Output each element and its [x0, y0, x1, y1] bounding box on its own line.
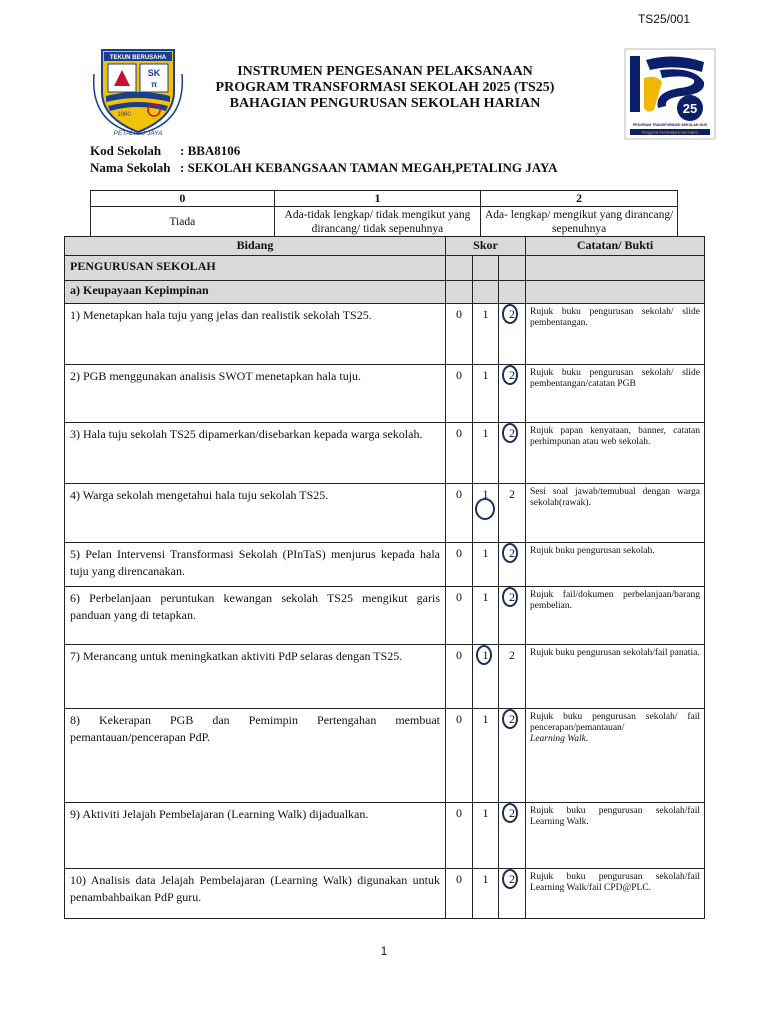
title-line: PROGRAM TRANSFORMASI SEKOLAH 2025 (TS25): [215, 80, 555, 95]
table-row: [65, 645, 705, 709]
evidence-note: [526, 484, 705, 543]
score-value: 1: [482, 426, 489, 440]
evidence-note: [526, 423, 705, 484]
score-option[interactable]: [446, 803, 473, 869]
score-circle-mark: [502, 365, 518, 385]
score-option[interactable]: [473, 587, 499, 645]
criterion-text: 9) Aktiviti Jelajah Pembelajaran (Learning Walk) dijadualkan.: [65, 803, 446, 869]
score-option[interactable]: [499, 645, 526, 709]
evidence-note: [526, 365, 705, 423]
score-option[interactable]: [446, 645, 473, 709]
score-value: 1: [482, 806, 489, 820]
criterion-text: 6) Perbelanjaan peruntukan kewangan sekolah TS25 mengikut garis panduan yang di tetapkan.: [65, 587, 446, 645]
score-value: 0: [456, 487, 462, 501]
evidence-note: [526, 587, 705, 645]
score-option[interactable]: [499, 423, 526, 484]
score-value: 2: [509, 872, 516, 886]
score-option[interactable]: [446, 484, 473, 543]
score-value: 1: [482, 307, 489, 321]
score-value: 2: [509, 368, 516, 382]
page-number: 1: [380, 944, 388, 958]
header-bidang: Bidang: [65, 237, 446, 256]
evidence-text: Rujuk buku pengurusan sekolah/ slide pembentangan.: [530, 307, 701, 328]
score-option[interactable]: [446, 587, 473, 645]
score-circle-mark: [502, 803, 518, 823]
score-option[interactable]: [473, 423, 499, 484]
table-row: [65, 365, 705, 423]
document-code: TS25/001: [637, 12, 690, 26]
section-title: PENGURUSAN SEKOLAH: [65, 256, 446, 281]
evidence-text: Sesi soal jawab/temubual dengan warga sekolah(rawak).: [530, 487, 701, 508]
school-name-label: Nama Sekolah: [90, 160, 171, 175]
table-row: [65, 543, 705, 587]
subsection-row: [65, 281, 705, 304]
score-option[interactable]: [499, 543, 526, 587]
title-line: BAHAGIAN PENGURUSAN SEKOLAH HARIAN: [229, 96, 541, 111]
legend-description: Ada- lengkap/ mengikut yang dirancang/ sepenuhnya: [481, 207, 678, 238]
score-option[interactable]: [473, 365, 499, 423]
evidence-text: Rujuk fail/dokumen perbelanjaan/barang pembelian.: [530, 590, 701, 611]
table-row: [65, 304, 705, 365]
score-option[interactable]: [446, 543, 473, 587]
table-header: [65, 237, 705, 256]
score-value: 2: [509, 546, 516, 560]
svg-text:π: π: [150, 80, 158, 89]
criterion-text: 10) Analisis data Jelajah Pembelajaran (Learning Walk) digunakan untuk penambahbaikan PdP guru.: [65, 869, 446, 919]
score-value: 0: [456, 307, 462, 321]
legend-score: 1: [274, 191, 481, 207]
score-legend: [90, 190, 678, 238]
criterion-text: 8) Kekerapan PGB dan Pemimpin Pertengahan membuat pemantauan/pencerapan PdP.: [65, 709, 446, 803]
score-value: 0: [456, 590, 462, 604]
score-option[interactable]: [473, 543, 499, 587]
evidence-note: [526, 869, 705, 919]
evidence-note: [526, 543, 705, 587]
header-catatan: Catatan/ Bukti: [526, 237, 705, 256]
svg-text:1960: 1960: [117, 112, 131, 118]
score-option[interactable]: [473, 304, 499, 365]
table-row: [65, 709, 705, 803]
score-value: 0: [456, 368, 462, 382]
title-line: INSTRUMEN PENGESANAN PELAKSANAAN: [237, 64, 533, 79]
score-circle-mark: [502, 709, 518, 729]
svg-text:SK: SK: [147, 68, 161, 78]
score-value: 1: [482, 590, 489, 604]
criterion-text: 5) Pelan Intervensi Transformasi Sekolah (PInTaS) menjurus kepada hala tuju yang direncanakan.: [65, 543, 446, 587]
school-code-label: Kod Sekolah: [90, 143, 162, 158]
criterion-text: 1) Menetapkan hala tuju yang jelas dan realistik sekolah TS25.: [65, 304, 446, 365]
evidence-text: Rujuk buku pengurusan sekolah/ fail pencerapan/pemantauan/: [530, 712, 701, 733]
score-value: 2: [509, 487, 516, 501]
score-circle-mark: [502, 869, 518, 889]
evidence-emphasis: Learning Walk.: [530, 734, 589, 744]
score-value: 0: [456, 546, 462, 560]
criterion-text: 7) Merancang untuk meningkatkan aktiviti PdP selaras dengan TS25.: [65, 645, 446, 709]
score-value: 1: [482, 487, 489, 501]
score-option[interactable]: [473, 869, 499, 919]
evidence-note: [526, 304, 705, 365]
score-circle-mark: [475, 498, 495, 520]
table-row: [65, 587, 705, 645]
score-option[interactable]: [499, 365, 526, 423]
score-option[interactable]: [499, 709, 526, 803]
score-value: 0: [456, 426, 462, 440]
score-circle-mark: [502, 304, 518, 324]
evidence-text: Rujuk buku pengurusan sekolah/fail Learning Walk.: [530, 806, 701, 827]
assessment-table: [64, 236, 705, 919]
score-circle-mark: [502, 423, 518, 443]
legend-score: 0: [91, 191, 275, 207]
score-value: 1: [482, 872, 489, 886]
score-option[interactable]: [446, 365, 473, 423]
score-option[interactable]: [499, 587, 526, 645]
school-code-row: [90, 143, 240, 159]
score-value: 0: [456, 712, 462, 726]
table-row: [65, 484, 705, 543]
section-row: [65, 256, 705, 281]
school-name-row: [90, 160, 558, 176]
svg-text:TEKUN BERUSAHA: TEKUN BERUSAHA: [109, 55, 167, 61]
score-option[interactable]: [446, 423, 473, 484]
svg-text:Penggerak Pembelajaran Bermakn: Penggerak Pembelajaran Bermakna: [641, 130, 699, 135]
school-name-value: : SEKOLAH KEBANGSAAN TAMAN MEGAH,PETALING JAYA: [180, 160, 558, 175]
evidence-note: [526, 645, 705, 709]
score-value: 1: [482, 368, 489, 382]
evidence-note: [526, 803, 705, 869]
score-value: 1: [482, 546, 489, 560]
score-circle-mark: [502, 543, 518, 563]
score-value: 1: [482, 712, 489, 726]
subsection-title: a) Keupayaan Kepimpinan: [65, 281, 446, 304]
score-option[interactable]: [473, 803, 499, 869]
table-row: [65, 423, 705, 484]
evidence-text: Rujuk buku pengurusan sekolah/fail Learning Walk/fail CPD@PLC.: [530, 872, 701, 893]
score-value: 0: [456, 806, 462, 820]
score-option[interactable]: [499, 484, 526, 543]
score-value: 2: [509, 307, 516, 321]
legend-description: Ada-tidak lengkap/ tidak mengikut yang dirancang/ tidak sepenuhnya: [274, 207, 481, 238]
evidence-text: Rujuk buku pengurusan sekolah/fail panatia.: [530, 648, 700, 658]
score-option[interactable]: [499, 304, 526, 365]
ts25-logo: [624, 48, 716, 140]
score-value: 2: [509, 648, 516, 662]
criterion-text: 3) Hala tuju sekolah TS25 dipamerkan/disebarkan kepada warga sekolah.: [65, 423, 446, 484]
svg-text:PROGRAM TRANSFORMASI SEKOLAH 2: PROGRAM TRANSFORMASI SEKOLAH 2025: [632, 123, 708, 127]
evidence-text: Rujuk papan kenyataan, banner, catatan perhimpunan atau web sekolah.: [530, 426, 701, 447]
score-value: 0: [456, 872, 462, 886]
svg-text:PETALING JAYA: PETALING JAYA: [113, 130, 163, 136]
school-code-value: : BBA8106: [180, 143, 241, 158]
evidence-text: Rujuk buku pengurusan sekolah/ slide pembentangan/catatan PGB: [530, 368, 701, 389]
legend-score: 2: [481, 191, 678, 207]
score-option[interactable]: [499, 869, 526, 919]
score-value: 0: [456, 648, 462, 662]
evidence-note: [526, 709, 705, 803]
score-option[interactable]: [473, 709, 499, 803]
header-skor: Skor: [446, 237, 526, 256]
score-value: 2: [509, 712, 516, 726]
score-option[interactable]: [446, 304, 473, 365]
score-option[interactable]: [473, 645, 499, 709]
document-title: [190, 64, 580, 112]
legend-description: Tiada: [91, 207, 275, 238]
score-option[interactable]: [499, 803, 526, 869]
svg-text:25: 25: [682, 101, 698, 116]
criterion-text: 4) Warga sekolah mengetahui hala tuju sekolah TS25.: [65, 484, 446, 543]
score-option[interactable]: [473, 484, 499, 543]
table-row: [65, 803, 705, 869]
evidence-text: Rujuk buku pengurusan sekolah.: [530, 546, 655, 556]
table-row: [65, 869, 705, 919]
school-crest-logo: [92, 44, 184, 136]
score-value: 2: [509, 806, 516, 820]
score-circle-mark: [476, 645, 492, 665]
criterion-text: 2) PGB menggunakan analisis SWOT menetapkan hala tuju.: [65, 365, 446, 423]
score-value: 2: [509, 590, 516, 604]
score-value: 2: [509, 426, 516, 440]
score-option[interactable]: [446, 869, 473, 919]
score-circle-mark: [502, 587, 518, 607]
score-option[interactable]: [446, 709, 473, 803]
score-value: 1: [482, 648, 489, 662]
